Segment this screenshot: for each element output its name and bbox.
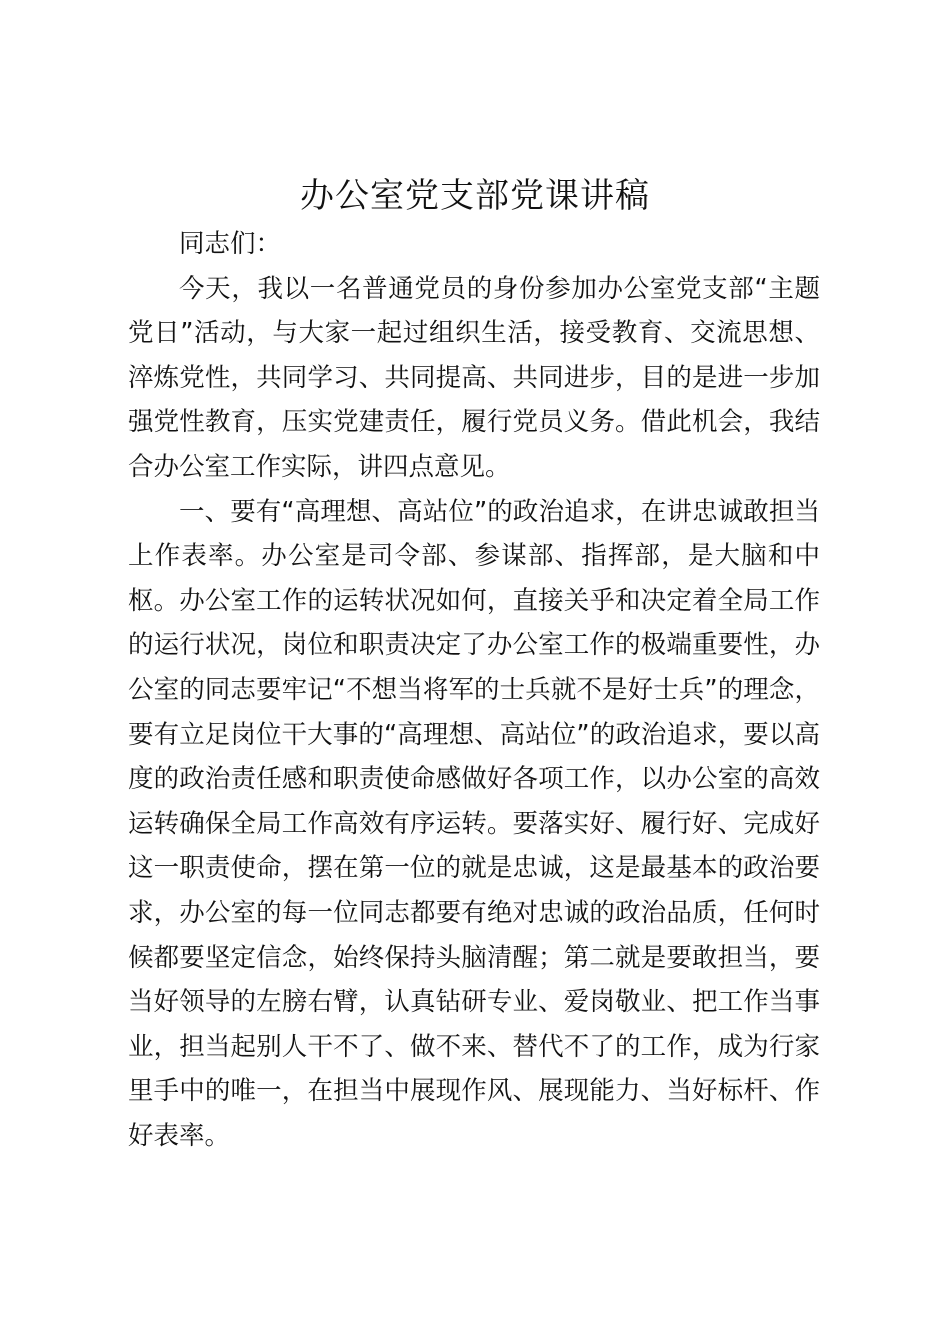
intro-paragraph: 今天，我以一名普通党员的身份参加办公室党支部“主题党日”活动，与大家一起过组织生活，接受教育、交流思想、淬炼党性，共同学习、共同提高、共同进步，目的是进一步加强党性教育，压实党建责任，履行党员义务。借此机会，我结合办公室工作实际，讲四点意见。 [128,273,820,482]
document-body [128,222,820,1158]
salutation-paragraph: 同志们： [179,229,282,259]
point-one-paragraph: 一、要有“高理想、高站位”的政治追求，在讲忠诚敢担当上作表率。办公室是司令部、参谋部、指挥部，是大脑和中枢。办公室工作的运转状况如何，直接关乎和决定着全局工作的运行状况，岗位和职责决定了办公室工作的极端重要性，办公室的同志要牢记“不想当将军的士兵就不是好士兵”的理念，要有立足岗位干大事的“高理想、高站位”的政治追求，要以高度的政治责任感和职责使命感做好各项工作，以办公室的高效运转确保全局工作高效有序运转。要落实好、履行好、完成好这一职责使命，摆在第一位的就是忠诚，这是最基本的政治要求，办公室的每一位同志都要有绝对忠诚的政治品质，任何时候都要坚定信念，始终保持头脑清醒；第二就是要敢担当，要当好领导的左膀右臂，认真钻研专业、爱岗敬业、把工作当事业，担当起别人干不了、做不来、替代不了的工作，成为行家里手中的唯一，在担当中展现作风、展现能力、当好标杆、作好表率。 [128,496,820,1151]
document-title: 办公室党支部党课讲稿 [300,176,650,216]
